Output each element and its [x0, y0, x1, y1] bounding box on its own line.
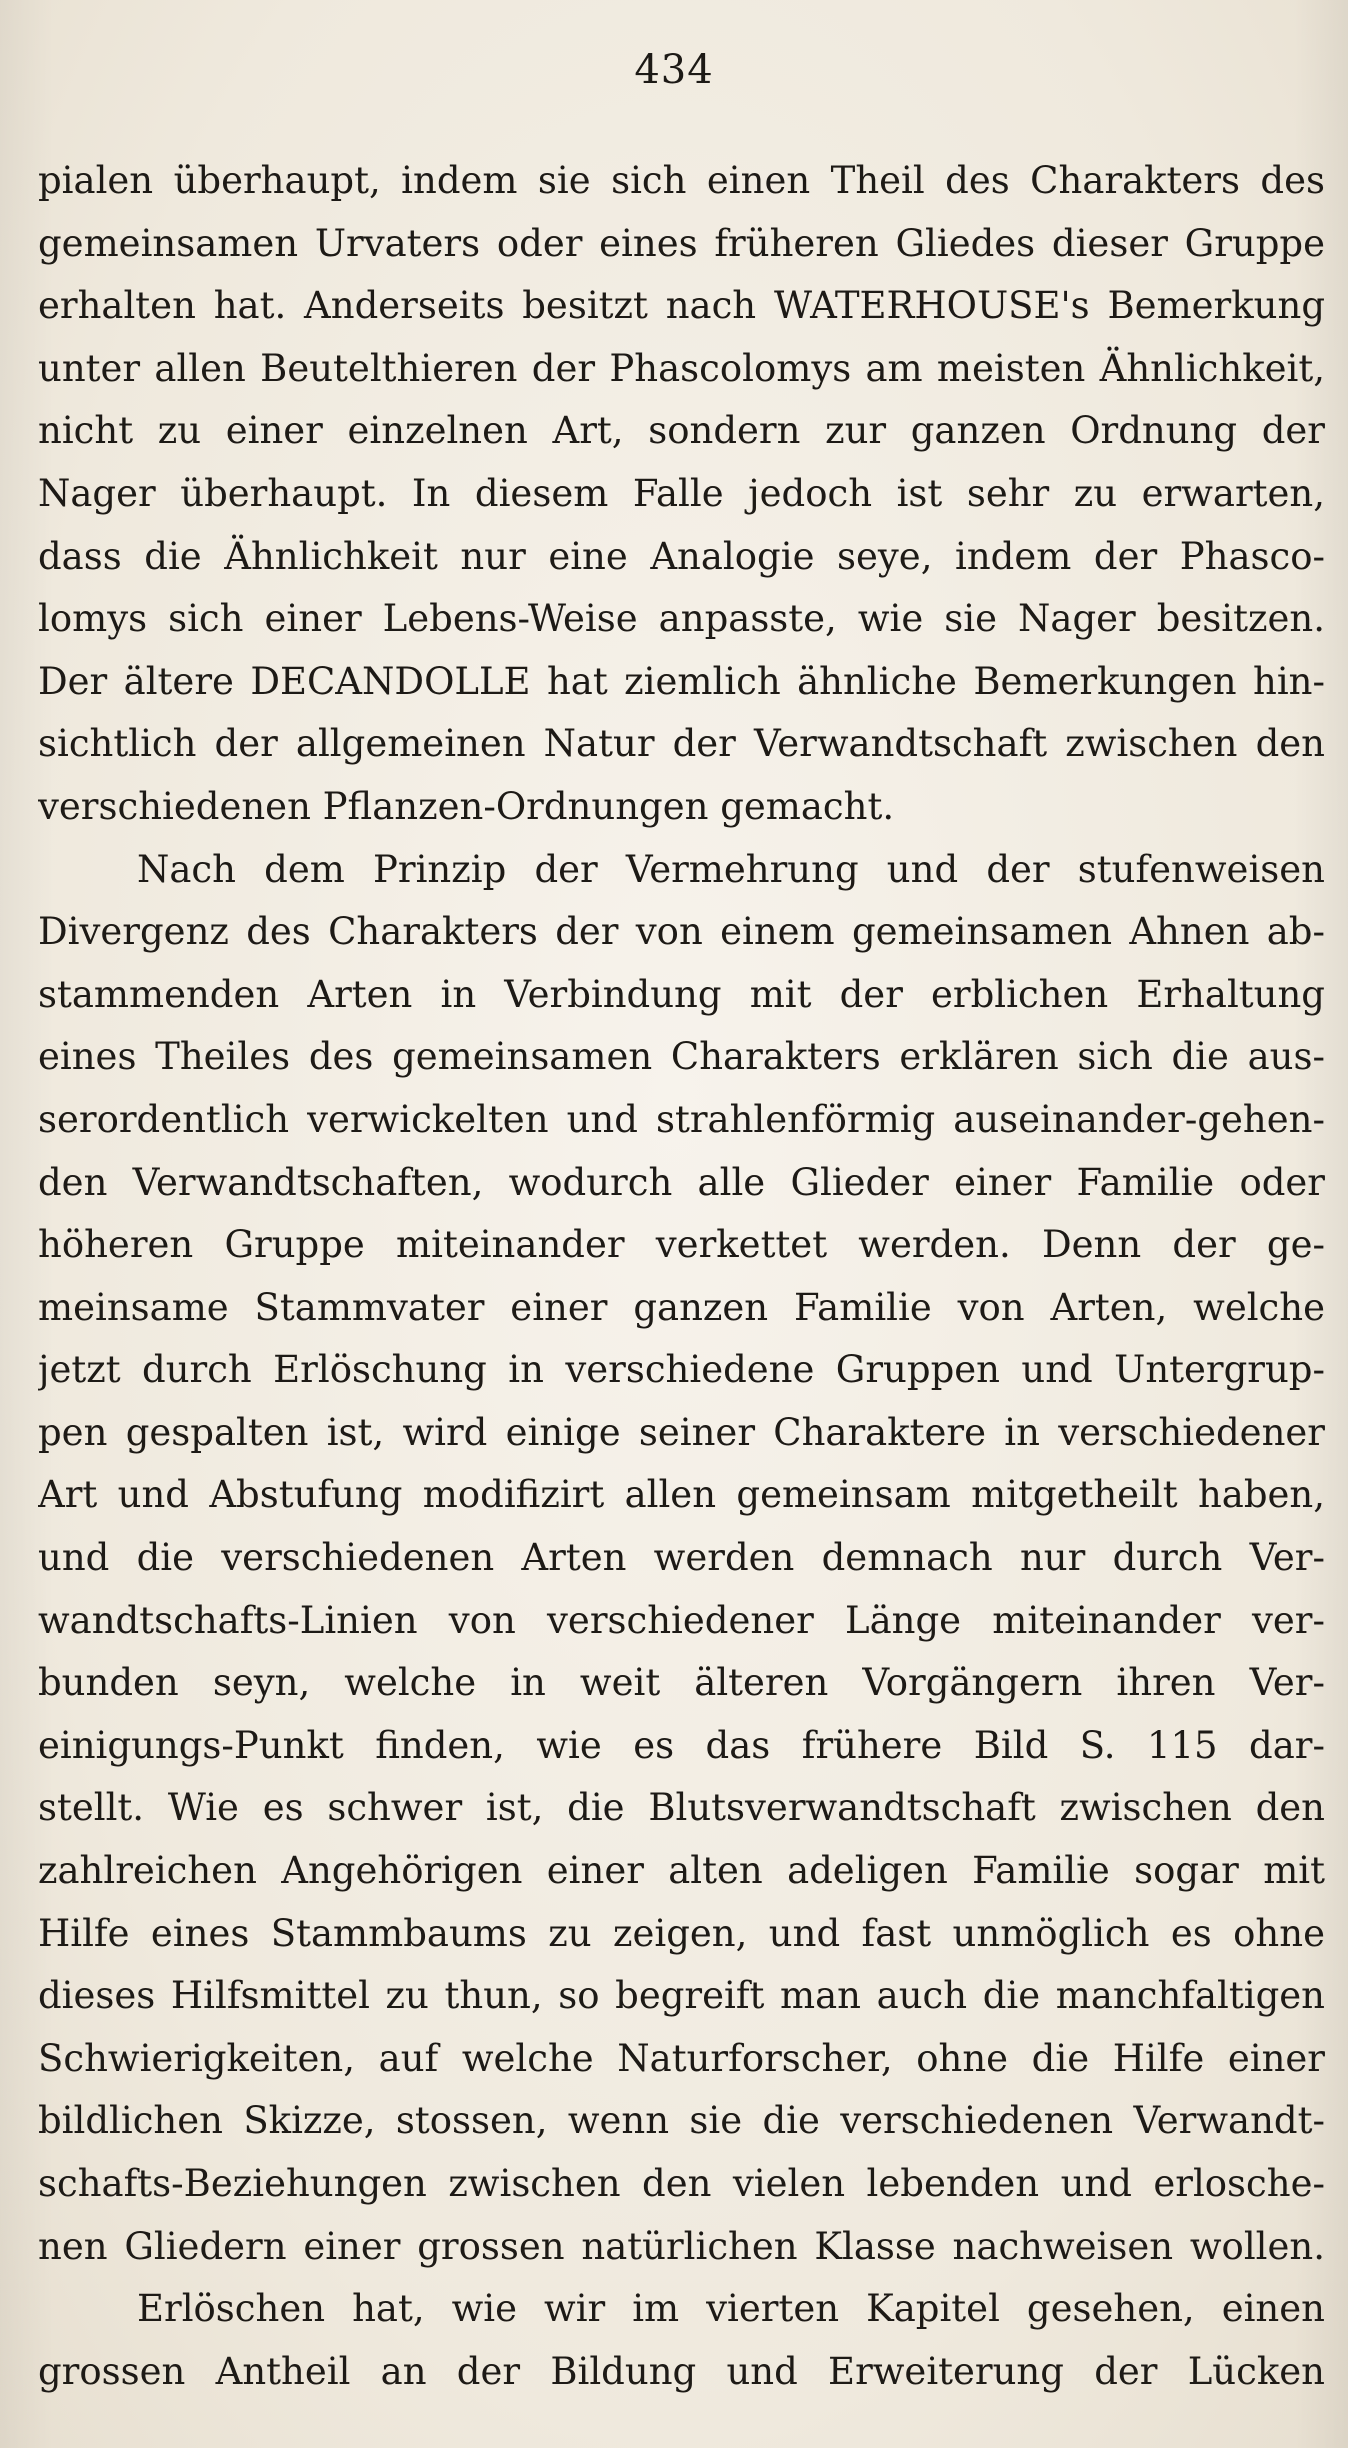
- body-text: [38, 150, 1325, 2440]
- text-line: bildlichen Skizze, stossen, wenn sie die verschiedenen Verwandt-: [38, 2099, 1325, 2143]
- text-line: sichtlich der allgemeinen Natur der Verwandtschaft zwischen den: [38, 722, 1325, 766]
- text-line: Nager überhaupt. In diesem Falle jedoch ist sehr zu erwarten,: [38, 471, 1325, 515]
- text-line: erhalten hat. Anderseits besitzt nach WATERHOUSE's Bemerkung: [38, 284, 1325, 328]
- text-line: stammenden Arten in Verbindung mit der erblichen Erhaltung: [38, 972, 1325, 1016]
- text-line: dass die Ähnlichkeit nur eine Analogie seye, indem der Phasco-: [38, 534, 1325, 578]
- text-line: Der ältere DECANDOLLE hat ziemlich ähnliche Bemerkungen hin-: [38, 659, 1325, 703]
- paragraph-end-line: verschiedenen Pflanzen-Ordnungen gemacht.: [38, 784, 895, 828]
- text-line: eines Theiles des gemeinsamen Charakters erklären sich die aus-: [38, 1035, 1325, 1079]
- text-line: pialen überhaupt, indem sie sich einen Theil des Charakters des: [38, 159, 1325, 202]
- text-line: grossen Antheil an der Bildung und Erweiterung der Lücken: [38, 2349, 1325, 2393]
- text-line: einigungs-Punkt finden, wie es das frühere Bild S. 115 dar-: [38, 1723, 1325, 1767]
- text-line: Art und Abstufung modifizirt allen gemeinsam mitgetheilt haben,: [38, 1473, 1325, 1517]
- text-line: höheren Gruppe miteinander verkettet werden. Denn der ge-: [38, 1223, 1325, 1267]
- text-line: schafts-Beziehungen zwischen den vielen lebenden und erlosche-: [38, 2162, 1325, 2205]
- text-line: unter allen Beutelthieren der Phascolomys am meisten Ähnlichkeit,: [38, 346, 1325, 390]
- text-line: nicht zu einer einzelnen Art, sondern zur ganzen Ordnung der: [38, 409, 1325, 453]
- paragraph-start-line: Erlöschen hat, wie wir im vierten Kapitel gesehen, einen: [137, 2287, 1325, 2331]
- text-line: Schwierigkeiten, auf welche Naturforscher, ohne die Hilfe einer: [38, 2036, 1325, 2080]
- text-line: zahlreichen Angehörigen einer alten adeligen Familie sogar mit: [38, 1849, 1325, 1893]
- text-line: wandtschafts-Linien von verschiedener Länge miteinander ver-: [38, 1598, 1325, 1642]
- text-line: Divergenz des Charakters der von einem gemeinsamen Ahnen ab-: [38, 910, 1325, 954]
- text-line: pen gespalten ist, wird einige seiner Charaktere in verschiedener: [38, 1410, 1325, 1454]
- text-line: stellt. Wie es schwer ist, die Blutsverwandtschaft zwischen den: [38, 1786, 1325, 1830]
- text-line: bunden seyn, welche in weit älteren Vorgängern ihren Ver-: [38, 1661, 1325, 1705]
- text-line: gemeinsamen Urvaters oder eines früheren Gliedes dieser Gruppe: [38, 221, 1325, 265]
- text-line: nen Gliedern einer grossen natürlichen Klasse nachweisen wollen.: [38, 2224, 1325, 2268]
- text-line: jetzt durch Erlöschung in verschiedene Gruppen und Untergrup-: [38, 1348, 1325, 1392]
- text-line: meinsame Stammvater einer ganzen Familie von Arten, welche: [38, 1285, 1325, 1329]
- page-number: 434: [634, 47, 714, 93]
- text-line: serordentlich verwickelten und strahlenförmig auseinander-gehen-: [38, 1097, 1325, 1141]
- text-line: dieses Hilfsmittel zu thun, so begreift man auch die manchfaltigen: [38, 1974, 1325, 2018]
- text-line: Hilfe eines Stammbaums zu zeigen, und fast unmöglich es ohne: [38, 1911, 1325, 1955]
- text-line: und die verschiedenen Arten werden demnach nur durch Ver-: [38, 1536, 1325, 1580]
- paragraph-start-line: Nach dem Prinzip der Vermehrung und der stufenweisen: [137, 847, 1325, 891]
- text-line: lomys sich einer Lebens-Weise anpasste, wie sie Nager besitzen.: [38, 597, 1325, 641]
- text-line: den Verwandtschaften, wodurch alle Glieder einer Familie oder: [38, 1160, 1325, 1204]
